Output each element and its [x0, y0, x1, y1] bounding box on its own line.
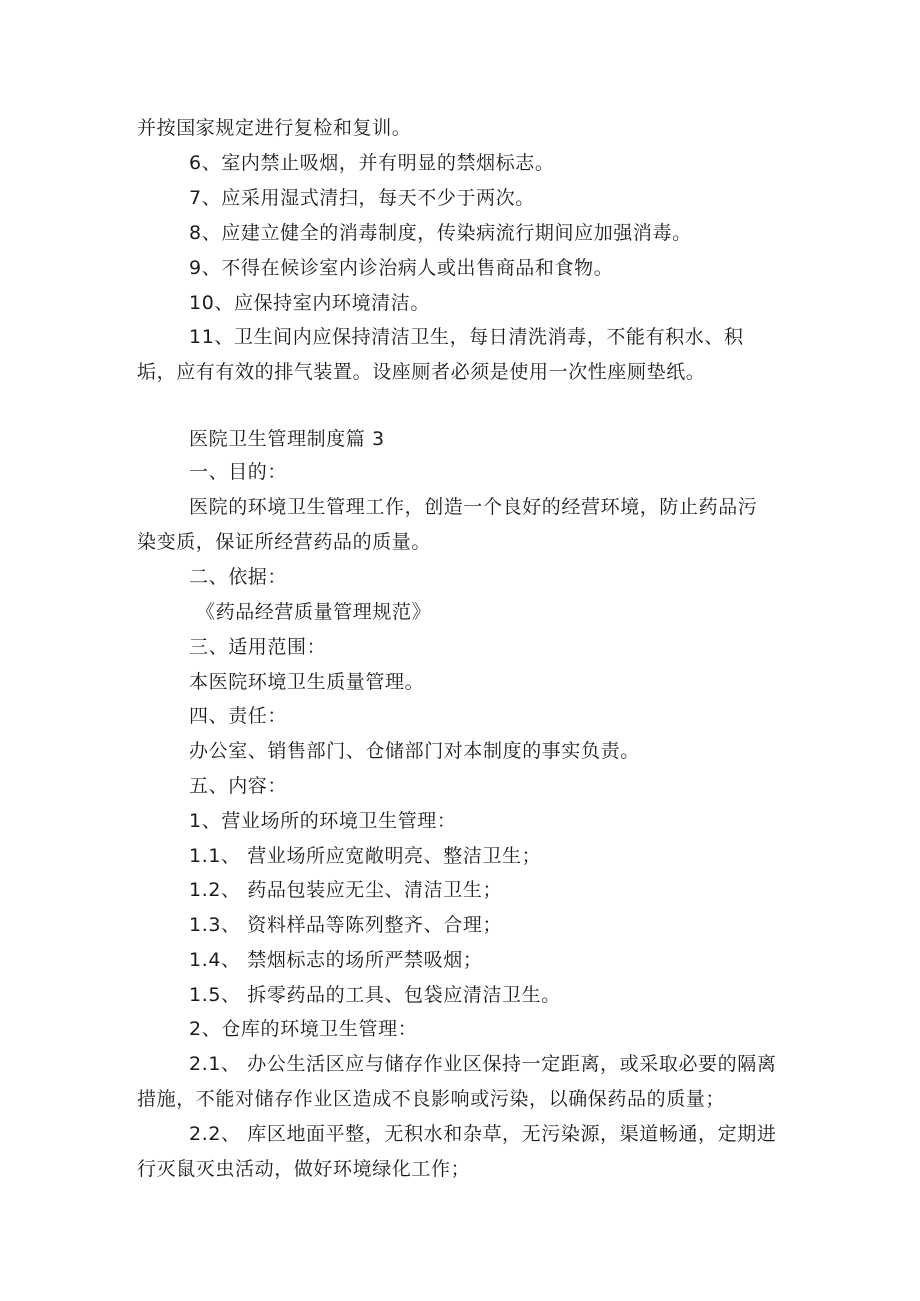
content-2-2-line2: 行灭鼠灭虫活动，做好环境绿化工作；	[137, 1158, 471, 1180]
rule-item-9: 9、不得在候诊室内诊治病人或出售商品和食物。	[189, 257, 614, 279]
rule-item-8: 8、应建立健全的消毒制度，传染病流行期间应加强消毒。	[189, 222, 692, 244]
content-1-2: 1.2、 药品包装应无尘、清洁卫生；	[189, 879, 503, 901]
rule-item-6: 6、室内禁止吸烟，并有明显的禁烟标志。	[189, 152, 555, 174]
section-title: 医院卫生管理制度篇 3	[189, 428, 385, 450]
content-2-1-line2: 措施，不能对储存作业区造成不良影响或污染，以确保药品的质量；	[137, 1088, 726, 1110]
duty-text: 办公室、销售部门、仓储部门对本制度的事实负责。	[189, 740, 640, 762]
duty-heading: 四、责任：	[189, 705, 288, 727]
content-1-3: 1.3、 资料样品等陈列整齐、合理；	[189, 914, 503, 936]
purpose-heading: 一、目的：	[189, 461, 288, 483]
rule-item-10: 10、应保持室内环境清洁。	[189, 292, 430, 314]
basis-text: 《药品经营质量管理规范》	[196, 601, 432, 623]
rule-item-7: 7、应采用湿式清扫，每天不少于两次。	[189, 187, 535, 209]
purpose-line2: 染变质，保证所经营药品的质量。	[137, 531, 432, 553]
purpose-line1: 医院的环境卫生管理工作，创造一个良好的经营环境，防止药品污	[189, 496, 758, 518]
content-2-heading: 2、仓库的环境卫生管理：	[189, 1018, 418, 1040]
content-2-1-line1: 2.1、 办公生活区应与储存作业区保持一定距离，或采取必要的隔离	[189, 1053, 777, 1075]
content-heading: 五、内容：	[189, 775, 288, 797]
rule-item-11-line2: 垢，应有有效的排气装置。设座厕者必须是使用一次性座厕垫纸。	[137, 361, 706, 383]
scope-heading: 三、适用范围：	[189, 636, 327, 658]
content-1-1: 1.1、 营业场所应宽敞明亮、整洁卫生；	[189, 845, 542, 867]
content-1-5: 1.5、 拆零药品的工具、包袋应清洁卫生。	[189, 984, 561, 1006]
content-2-2-line1: 2.2、 库区地面平整，无积水和杂草，无污染源，渠道畅通，定期进	[189, 1123, 777, 1145]
paragraph-line: 并按国家规定进行复检和复训。	[137, 117, 412, 139]
basis-heading: 二、依据：	[189, 566, 288, 588]
content-1-4: 1.4、 禁烟标志的场所严禁吸烟；	[189, 949, 483, 971]
scope-text: 本医院环境卫生质量管理。	[189, 671, 425, 693]
content-1-heading: 1、营业场所的环境卫生管理：	[189, 810, 457, 832]
rule-item-11-line1: 11、卫生间内应保持清洁卫生，每日清洗消毒，不能有积水、积	[189, 326, 744, 348]
